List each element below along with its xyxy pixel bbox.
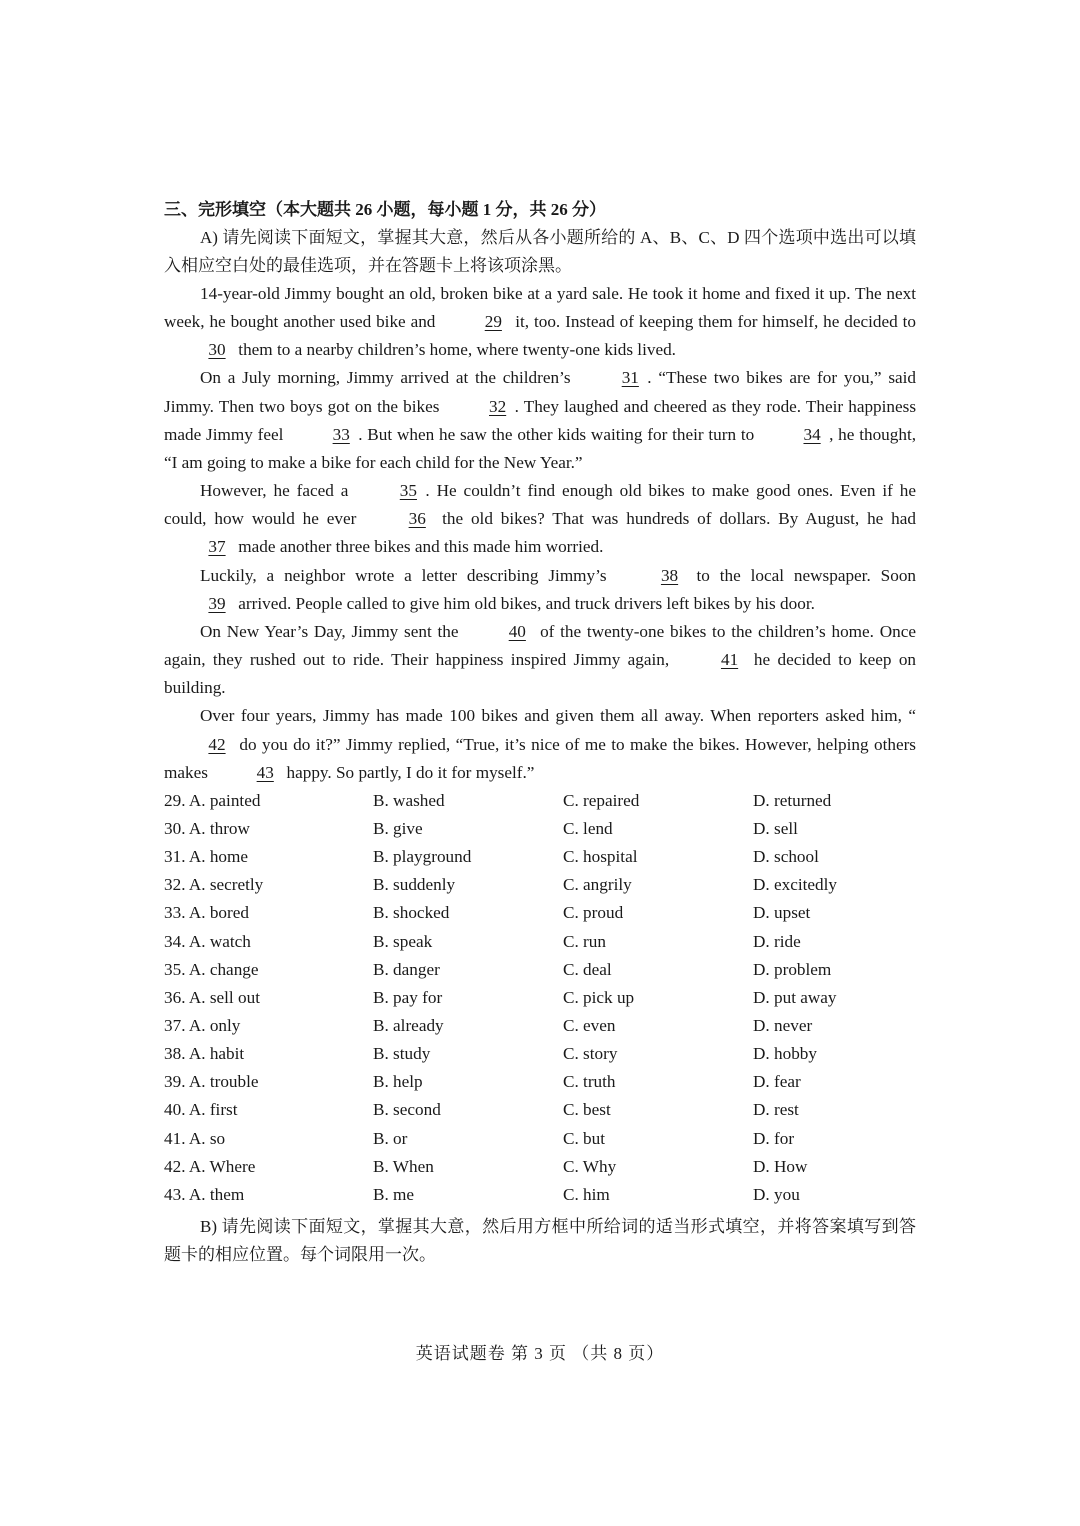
blank-36: 36	[408, 509, 426, 529]
passage-text: . “These two bikes are for you,” said Jimmy. Then two boys got on the bikes	[164, 368, 917, 416]
option-c: C. lend	[563, 818, 613, 838]
option-b: B. pay for	[373, 987, 443, 1007]
option-b: B. already	[373, 1015, 444, 1035]
option-a: 42. A. Where	[164, 1156, 256, 1176]
option-c: C. truth	[563, 1072, 616, 1092]
passage-text: it, too. Instead of keeping them for himself, he decided to	[515, 312, 917, 332]
passage-text: On New Year’s Day, Jimmy sent the	[200, 621, 459, 641]
blank-33: 33	[332, 424, 350, 444]
option-c: C. deal	[563, 959, 612, 979]
blank-31: 31	[621, 368, 639, 388]
passage-text: . They laughed and cheered as they rode. Their happiness made Jimmy feel	[164, 396, 917, 444]
option-row	[164, 1012, 916, 1040]
option-d: D. rest	[753, 1100, 799, 1120]
instruction-a: A) 请先阅读下面短文，掌握其大意，然后从各小题所给的 A、B、C、D 四个选项中选出可以填入相应空白处的最佳选项，并在答题卡上将该项涂黑。	[164, 228, 916, 275]
option-d: D. excitedly	[753, 875, 837, 895]
option-a: 31. A. home	[164, 847, 249, 867]
option-b: B. When	[373, 1156, 434, 1176]
passage-text: . But when he saw the other kids waiting for their turn to	[358, 424, 755, 444]
option-d: D. sell	[753, 818, 798, 838]
option-a: 35. A. change	[164, 959, 259, 979]
option-c: C. hospital	[563, 847, 638, 867]
option-b: B. playground	[373, 847, 472, 867]
passage-text: arrived. People called to give him old bikes, and truck drivers left bikes by his door.	[238, 593, 815, 613]
option-a: 36. A. sell out	[164, 987, 260, 1007]
blank-34: 34	[803, 424, 821, 444]
passage-text: happy. So partly, I do it for myself.”	[286, 762, 535, 782]
option-row	[164, 1153, 916, 1181]
option-row	[164, 984, 916, 1012]
option-b: B. give	[373, 818, 423, 838]
exam-page	[164, 196, 916, 1269]
passage-text: Luckily, a neighbor wrote a letter describing Jimmy’s	[200, 565, 607, 585]
option-c: C. story	[563, 1044, 618, 1064]
option-b: B. suddenly	[373, 875, 456, 895]
option-c: C. pick up	[563, 987, 635, 1007]
option-c: C. even	[563, 1015, 616, 1035]
option-a: 33. A. bored	[164, 903, 249, 923]
option-c: C. Why	[563, 1156, 617, 1176]
option-d: D. How	[753, 1156, 808, 1176]
instruction-b: B) 请先阅读下面短文，掌握其大意，然后用方框中所给词的适当形式填空，并将答案填写到答题卡的相应位置。每个词限用一次。	[164, 1216, 916, 1264]
option-a: 39. A. trouble	[164, 1072, 259, 1092]
blank-39: 39	[208, 593, 226, 613]
option-row	[164, 1181, 916, 1209]
passage-text: to the local newspaper. Soon	[696, 565, 917, 585]
option-d: D. returned	[753, 790, 832, 810]
option-a: 34. A. watch	[164, 931, 251, 951]
option-a: 38. A. habit	[164, 1044, 245, 1064]
blank-40: 40	[508, 621, 526, 641]
option-c: C. him	[563, 1184, 610, 1204]
passage-text: he decided to keep on building.	[164, 650, 917, 698]
passage-text: the old bikes? That was hundreds of dollars. By August, he had	[442, 509, 916, 529]
option-a: 32. A. secretly	[164, 875, 264, 895]
passage-text: 14-year-old Jimmy bought an old, broken bike at a yard sale. He took it home and fixed it up. The next week, he bought another used bike and	[164, 284, 916, 332]
blank-43: 43	[256, 762, 274, 782]
option-a: 43. A. them	[164, 1184, 245, 1204]
option-d: D. problem	[753, 959, 832, 979]
passage-paragraph-5	[164, 618, 916, 702]
option-b: B. help	[373, 1072, 423, 1092]
passage-paragraph-1	[164, 280, 916, 364]
option-row	[164, 956, 916, 984]
option-row	[164, 1096, 916, 1124]
option-c: C. run	[563, 931, 606, 951]
passage-paragraph-2	[164, 364, 916, 477]
option-a: 29. A. painted	[164, 790, 261, 810]
passage-paragraph-3	[164, 477, 916, 561]
blank-30: 30	[208, 340, 226, 360]
passage-text: , he thought, “I am going to make a bike for each child for the New Year.”	[164, 424, 917, 472]
passage-text: On a July morning, Jimmy arrived at the children’s	[200, 368, 571, 388]
option-a: 41. A. so	[164, 1128, 226, 1148]
option-b: B. speak	[373, 931, 433, 951]
option-c: C. best	[563, 1100, 611, 1120]
section-title: 三、完形填空（本大题共 26 小题，每小题 1 分，共 26 分）	[164, 200, 606, 219]
option-a: 37. A. only	[164, 1015, 241, 1035]
option-b: B. study	[373, 1044, 431, 1064]
option-d: D. put away	[753, 987, 837, 1007]
passage-text: them to a nearby children’s home, where twenty-one kids lived.	[238, 340, 676, 360]
option-d: D. school	[753, 847, 819, 867]
answer-options	[164, 787, 916, 1209]
passage-paragraph-6	[164, 702, 916, 786]
option-d: D. fear	[753, 1072, 801, 1092]
option-c: C. angrily	[563, 875, 632, 895]
option-a: 40. A. first	[164, 1100, 238, 1120]
option-row	[164, 787, 916, 815]
option-b: B. me	[373, 1184, 415, 1204]
page-footer: 英语试题卷 第 3 页 （共 8 页）	[415, 1344, 665, 1363]
passage-text: . He couldn’t find enough old bikes to make good ones. Even if he could, how would he ever	[164, 481, 917, 529]
option-c: C. but	[563, 1128, 606, 1148]
passage-paragraph-4	[164, 562, 916, 618]
option-c: C. proud	[563, 903, 624, 923]
cloze-passage	[164, 280, 916, 787]
passage-text: made another three bikes and this made him worried.	[238, 537, 604, 557]
option-row	[164, 1040, 916, 1068]
option-b: B. washed	[373, 790, 445, 810]
blank-32: 32	[489, 396, 507, 416]
option-b: B. or	[373, 1128, 408, 1148]
option-row	[164, 1125, 916, 1153]
option-row	[164, 871, 916, 899]
option-a: 30. A. throw	[164, 818, 250, 838]
option-row	[164, 1068, 916, 1096]
blank-29: 29	[484, 312, 502, 332]
blank-42: 42	[208, 734, 226, 754]
passage-text: Over four years, Jimmy has made 100 bikes and given them all away. When reporters asked him, “	[200, 706, 916, 726]
option-d: D. for	[753, 1128, 795, 1148]
blank-38: 38	[660, 565, 679, 585]
option-row	[164, 815, 916, 843]
passage-text: However, he faced a	[200, 481, 349, 501]
option-b: B. shocked	[373, 903, 450, 923]
passage-text: of the twenty-one bikes to the children’s home. Once again, they rushed out to ride. Their happiness inspired Jimmy again,	[164, 621, 917, 670]
option-d: D. you	[753, 1184, 800, 1204]
blank-37: 37	[208, 537, 226, 557]
option-row	[164, 899, 916, 927]
option-row	[164, 928, 916, 956]
option-b: B. danger	[373, 959, 440, 979]
option-row	[164, 843, 916, 871]
passage-text: do you do it?” Jimmy replied, “True, it’s nice of me to make the bikes. However, helping others makes	[164, 734, 916, 782]
option-b: B. second	[373, 1100, 441, 1120]
option-d: D. hobby	[753, 1044, 817, 1064]
blank-35: 35	[399, 481, 417, 501]
option-d: D. ride	[753, 931, 801, 951]
blank-41: 41	[720, 650, 739, 670]
option-d: D. upset	[753, 903, 811, 923]
option-d: D. never	[753, 1015, 813, 1035]
option-c: C. repaired	[563, 790, 640, 810]
